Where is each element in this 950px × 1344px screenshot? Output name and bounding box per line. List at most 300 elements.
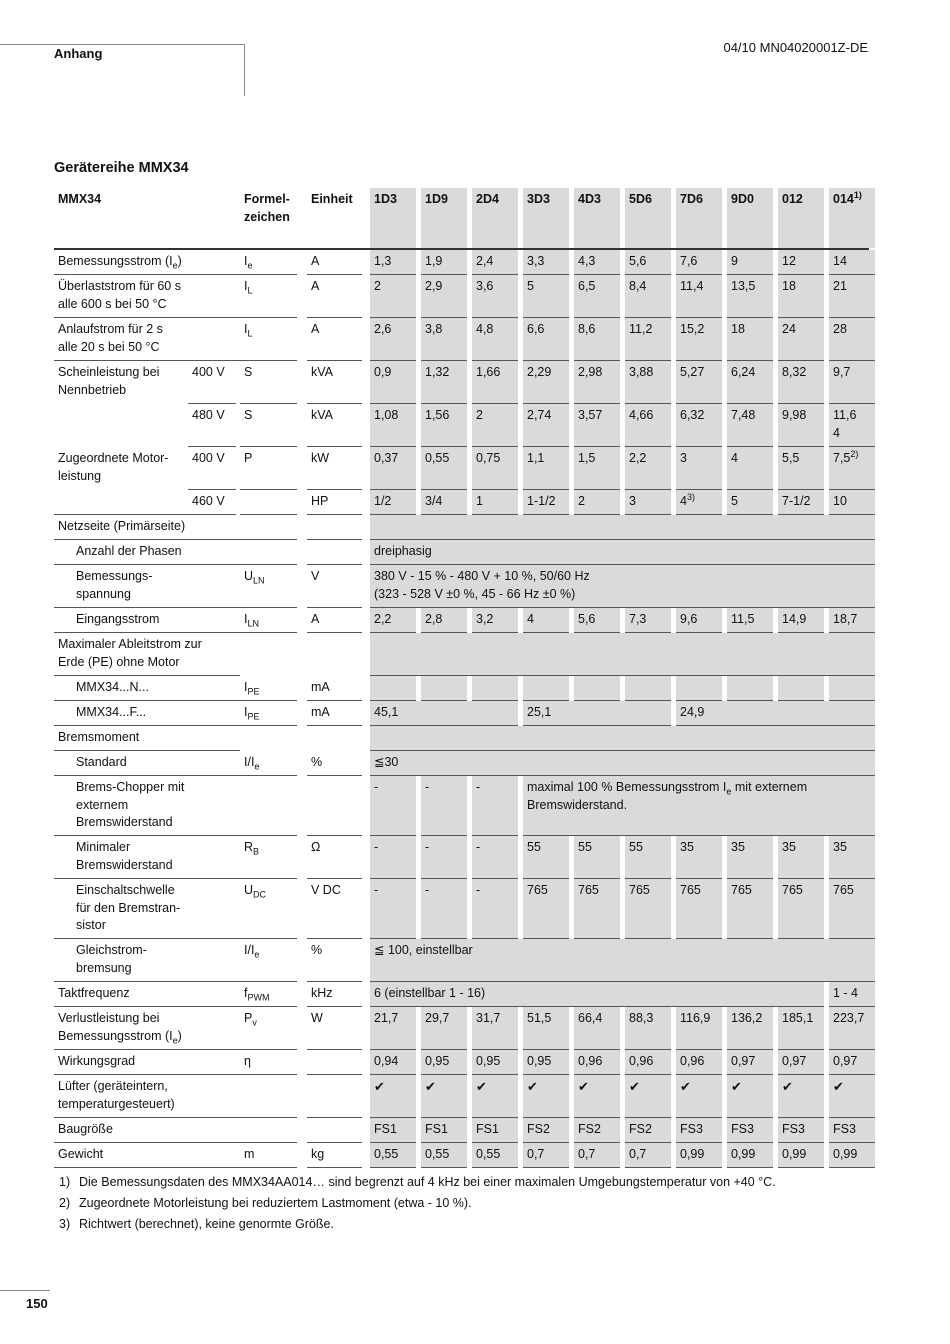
value-3D3 bbox=[523, 404, 569, 447]
value-5D6 bbox=[625, 836, 671, 879]
unit: kVA bbox=[307, 404, 362, 447]
value-text: 12 bbox=[782, 254, 796, 268]
value-1D9 bbox=[421, 361, 467, 404]
value-7D6 bbox=[676, 676, 722, 701]
value-text: 136,2 bbox=[731, 1011, 763, 1025]
value-9D0 bbox=[727, 1118, 773, 1143]
unit: kVA bbox=[307, 361, 362, 404]
value-text: 8,6 bbox=[578, 322, 596, 336]
value-text: 88,3 bbox=[629, 1011, 654, 1025]
symbol bbox=[240, 1075, 297, 1118]
chopper-text-end: mit externem Bremswiderstand. bbox=[527, 780, 808, 812]
value-4D3 bbox=[574, 447, 620, 490]
column-header-model-7D6 bbox=[676, 188, 722, 248]
value-2D4 bbox=[472, 1050, 518, 1075]
footnotes bbox=[59, 1172, 776, 1235]
unit: V bbox=[307, 565, 362, 608]
value-1D3 bbox=[370, 676, 416, 701]
unit bbox=[307, 540, 362, 565]
voltage-label: 480 V bbox=[188, 404, 236, 447]
symbol bbox=[240, 1118, 297, 1143]
value-text: 7-1/2 bbox=[782, 494, 811, 508]
footnote-2: 2) Zugeordnete Motorleistung bei reduziertem Lastmoment (etwa - 10 %). bbox=[59, 1196, 472, 1210]
row-label bbox=[54, 939, 240, 982]
value-012 bbox=[778, 676, 824, 701]
value-1D3 bbox=[370, 1050, 416, 1075]
value-014 bbox=[829, 250, 875, 275]
symbol bbox=[240, 939, 297, 982]
value-1D9 bbox=[421, 490, 467, 515]
row-label-text-end: ) bbox=[177, 1028, 182, 1043]
unit: A bbox=[307, 250, 362, 275]
value-014 bbox=[829, 275, 875, 318]
value-text: 2,9 bbox=[425, 279, 443, 293]
value-text: 14,9 bbox=[782, 612, 807, 626]
value-text: 7,5 bbox=[833, 451, 851, 465]
symbol bbox=[240, 1050, 297, 1075]
symbol bbox=[240, 490, 297, 515]
model-name: 012 bbox=[782, 192, 803, 206]
symbol-text: P bbox=[244, 1011, 253, 1025]
value-text: 185,1 bbox=[782, 1011, 814, 1025]
unit: Ω bbox=[307, 836, 362, 879]
value-4D3 bbox=[574, 250, 620, 275]
value-9D0 bbox=[727, 447, 773, 490]
value-text: 51,5 bbox=[527, 1011, 552, 1025]
row-label-subscript: e bbox=[172, 260, 178, 271]
value-3D3 bbox=[523, 879, 569, 939]
value-text: ✔ bbox=[476, 1079, 487, 1094]
value-text: 0,95 bbox=[527, 1054, 552, 1068]
value-text: FS1 bbox=[374, 1122, 397, 1136]
row-luefter bbox=[54, 1075, 869, 1118]
value-5D6 bbox=[625, 250, 671, 275]
row-ueberlaststrom bbox=[54, 275, 869, 318]
row-label bbox=[54, 540, 240, 565]
value-text: 1,5 bbox=[578, 451, 596, 465]
unit bbox=[307, 726, 362, 751]
value-9D0 bbox=[727, 490, 773, 515]
symbol-text: P bbox=[244, 451, 253, 465]
value-012 bbox=[778, 1118, 824, 1143]
value-text: 0,96 bbox=[629, 1054, 654, 1068]
row-netzseite bbox=[54, 515, 869, 540]
value-text: 11,2 bbox=[629, 322, 653, 336]
value-7D6 bbox=[676, 836, 722, 879]
value-7D6 bbox=[676, 447, 722, 490]
value-text: 9 bbox=[731, 254, 738, 268]
row-taktfrequenz bbox=[54, 982, 869, 1007]
row-gleichstrombremsung bbox=[54, 939, 869, 982]
value-7D6 bbox=[676, 318, 722, 361]
unit bbox=[307, 633, 362, 676]
value-text: 2 bbox=[374, 279, 381, 293]
value-text: 4 bbox=[527, 612, 534, 626]
value-012 bbox=[778, 250, 824, 275]
value-9D0 bbox=[727, 676, 773, 701]
symbol-text: η bbox=[244, 1054, 251, 1068]
value-3D3 bbox=[523, 1050, 569, 1075]
row-label bbox=[54, 318, 240, 361]
value-2D4 bbox=[472, 275, 518, 318]
value-9D0 bbox=[727, 1007, 773, 1050]
column-header-model-4D3 bbox=[574, 188, 620, 248]
symbol-subscript: v bbox=[252, 1017, 257, 1028]
value-9D0 bbox=[727, 361, 773, 404]
value-text: 3,57 bbox=[578, 408, 603, 422]
value-5D6 bbox=[625, 1075, 671, 1118]
value-text: 4,3 bbox=[578, 254, 596, 268]
value-014 bbox=[829, 361, 875, 404]
symbol-subscript: e bbox=[254, 949, 260, 960]
footnote-3: 3) Richtwert (berechnet), keine genormte Größe. bbox=[59, 1217, 334, 1231]
value-text: 10 bbox=[833, 494, 847, 508]
row-label-text: Wirkungsgrad bbox=[58, 1054, 136, 1068]
row-label-text: Überlaststrom für 60 s alle 600 s bei 50 °C bbox=[58, 279, 181, 311]
unit: A bbox=[307, 608, 362, 633]
value-text: 9,98 bbox=[782, 408, 807, 422]
symbol-text: I bbox=[244, 279, 248, 293]
value-1D3 bbox=[370, 250, 416, 275]
voltage-label: 400 V bbox=[188, 361, 236, 404]
row-label-text: Gleichstrom- bremsung bbox=[76, 943, 147, 975]
value-1D3 bbox=[370, 404, 416, 447]
row-label-text: Baugröße bbox=[58, 1122, 113, 1136]
value-text: 2,74 bbox=[527, 408, 552, 422]
value-012 bbox=[778, 1050, 824, 1075]
value-5D6 bbox=[625, 1118, 671, 1143]
footnote-1: 1) Die Bemessungsdaten des MMX34AA014… sind begrenzt auf 4 kHz bei einer maximalen Umgebungstemperatur von +40 °C. bbox=[59, 1175, 776, 1189]
row-label-text: Zugeordnete Motor- leistung bbox=[58, 451, 169, 483]
value-2D4 bbox=[472, 676, 518, 701]
value-text: 0,37 bbox=[374, 451, 399, 465]
value-text: 5 bbox=[731, 494, 738, 508]
symbol-text: f bbox=[244, 986, 248, 1000]
value-3D3 bbox=[523, 836, 569, 879]
value-text: 1,32 bbox=[425, 365, 450, 379]
value-2D4 bbox=[472, 318, 518, 361]
value-9D0 bbox=[727, 1075, 773, 1118]
merged-value-2: 25,1 bbox=[523, 701, 671, 726]
row-label bbox=[54, 1143, 240, 1168]
value-text: FS3 bbox=[680, 1122, 703, 1136]
value-text: 2,2 bbox=[374, 612, 392, 626]
value-text: 11,4 bbox=[680, 279, 704, 293]
value-012 bbox=[778, 1143, 824, 1168]
value-3D3 bbox=[523, 1143, 569, 1168]
symbol-subscript: PWM bbox=[247, 992, 270, 1003]
section-label: Anhang bbox=[54, 46, 103, 61]
value-text: 18,7 bbox=[833, 612, 858, 626]
row-label-empty bbox=[54, 490, 188, 515]
value-4D3 bbox=[574, 318, 620, 361]
value-text: 0,95 bbox=[425, 1054, 450, 1068]
value-012 bbox=[778, 404, 824, 447]
value-text: 3,3 bbox=[527, 254, 545, 268]
merged-value: 380 V - 15 % - 480 V + 10 %, 50/60 Hz (323 - 528 V ±0 %, 45 - 66 Hz ±0 %) bbox=[370, 565, 875, 608]
row-eingangsstrom bbox=[54, 608, 869, 633]
symbol-subscript: LN bbox=[253, 575, 265, 586]
row-label-text: MMX34...N... bbox=[76, 680, 149, 694]
unit: % bbox=[307, 939, 362, 982]
value-1D9 bbox=[421, 676, 467, 701]
column-header-name: MMX34 bbox=[58, 192, 102, 206]
value-2D4 bbox=[472, 1007, 518, 1050]
value-text: 14 bbox=[833, 254, 847, 268]
value-text: 0,99 bbox=[731, 1147, 756, 1161]
value-4D3 bbox=[574, 1143, 620, 1168]
symbol-subscript: DC bbox=[253, 889, 267, 900]
value-012 bbox=[778, 361, 824, 404]
row-label bbox=[54, 836, 240, 879]
value-5D6 bbox=[625, 318, 671, 361]
row-label bbox=[54, 676, 240, 701]
merged-chopper-text bbox=[523, 776, 875, 836]
row-scheinleistung-400 bbox=[54, 361, 869, 404]
value-text: 1,1 bbox=[527, 451, 545, 465]
column-header-model-1D3 bbox=[370, 188, 416, 248]
value-text: - bbox=[476, 840, 481, 854]
value-text: 3,8 bbox=[425, 322, 443, 336]
value-1D3 bbox=[370, 318, 416, 361]
value-text: 18 bbox=[731, 322, 745, 336]
model-name: 014 bbox=[833, 192, 854, 206]
model-name: 7D6 bbox=[680, 192, 703, 206]
column-header-model-014 bbox=[829, 188, 875, 248]
row-label bbox=[54, 361, 188, 404]
value-7D6 bbox=[676, 275, 722, 318]
voltage-label: 400 V bbox=[188, 447, 236, 490]
value-1D3 bbox=[370, 776, 416, 836]
value-3D3 bbox=[523, 447, 569, 490]
merged-empty bbox=[370, 515, 875, 540]
value-012 bbox=[778, 490, 824, 515]
value-text: 765 bbox=[782, 883, 803, 897]
symbol-text: I bbox=[244, 322, 248, 336]
value-text: 4 bbox=[680, 494, 687, 508]
value-text: 765 bbox=[578, 883, 599, 897]
value-1D3 bbox=[370, 1118, 416, 1143]
value-014 bbox=[829, 836, 875, 879]
value-text: 3,6 bbox=[476, 279, 494, 293]
merged-takt: 6 (einstellbar 1 - 16) bbox=[370, 982, 824, 1007]
value-014 bbox=[829, 608, 875, 633]
value-text: 0,99 bbox=[680, 1147, 705, 1161]
value-text: 2 bbox=[578, 494, 585, 508]
column-header-model-5D6 bbox=[625, 188, 671, 248]
row-bremsmoment bbox=[54, 726, 869, 751]
value-text: FS3 bbox=[731, 1122, 754, 1136]
symbol-subscript: e bbox=[247, 260, 253, 271]
value-3D3 bbox=[523, 275, 569, 318]
value-text: 35 bbox=[833, 840, 847, 854]
value-1D9 bbox=[421, 776, 467, 836]
value-text: ✔ bbox=[833, 1079, 844, 1094]
value-5D6 bbox=[625, 1007, 671, 1050]
model-name: 1D3 bbox=[374, 192, 397, 206]
value-text: 55 bbox=[527, 840, 541, 854]
symbol bbox=[240, 540, 297, 565]
value-012 bbox=[778, 608, 824, 633]
row-label-text: Gewicht bbox=[58, 1147, 104, 1161]
value-text: 55 bbox=[578, 840, 592, 854]
value-text: - bbox=[476, 883, 481, 897]
value-1D3 bbox=[370, 608, 416, 633]
header-rule bbox=[0, 44, 244, 45]
header-divider bbox=[244, 44, 245, 96]
merged-empty bbox=[370, 726, 875, 751]
value-text: 4,8 bbox=[476, 322, 494, 336]
value-9D0 bbox=[727, 1050, 773, 1075]
symbol-text: m bbox=[244, 1147, 255, 1161]
value-4D3 bbox=[574, 676, 620, 701]
row-label-text: Eingangsstrom bbox=[76, 612, 160, 626]
value-4D3 bbox=[574, 608, 620, 633]
row-label-text: MMX34...F... bbox=[76, 705, 147, 719]
value-text: 35 bbox=[782, 840, 796, 854]
symbol-text: U bbox=[244, 569, 254, 583]
value-text: 35 bbox=[680, 840, 694, 854]
value-1D3 bbox=[370, 275, 416, 318]
row-label-text: Anlaufstrom für 2 s alle 20 s bei 50 °C bbox=[58, 322, 163, 354]
value-7D6 bbox=[676, 250, 722, 275]
symbol-subscript: L bbox=[247, 285, 253, 296]
column-header-model-1D9 bbox=[421, 188, 467, 248]
value-1D9 bbox=[421, 879, 467, 939]
value-text: 6,6 bbox=[527, 322, 545, 336]
value-3D3 bbox=[523, 490, 569, 515]
value-text: 1,08 bbox=[374, 408, 399, 422]
value-text: 31,7 bbox=[476, 1011, 501, 1025]
value-7D6 bbox=[676, 1075, 722, 1118]
value-text: 0,94 bbox=[374, 1054, 399, 1068]
value-012 bbox=[778, 1075, 824, 1118]
value-text: 7,6 bbox=[680, 254, 698, 268]
value-text: 8,32 bbox=[782, 365, 807, 379]
value-014 bbox=[829, 490, 875, 515]
value-5D6 bbox=[625, 1050, 671, 1075]
value-text: 0,7 bbox=[578, 1147, 596, 1161]
row-label-text: Bremsmoment bbox=[58, 730, 140, 744]
value-7D6 bbox=[676, 1143, 722, 1168]
value-text: ✔ bbox=[629, 1079, 640, 1094]
merged-empty bbox=[370, 633, 875, 676]
value-text: 0,97 bbox=[833, 1054, 858, 1068]
model-name: 5D6 bbox=[629, 192, 652, 206]
row-label-empty bbox=[54, 404, 188, 447]
symbol bbox=[240, 1007, 297, 1050]
value-012 bbox=[778, 275, 824, 318]
value-text: 0,55 bbox=[425, 1147, 450, 1161]
value-text: 2,2 bbox=[629, 451, 647, 465]
value-7D6 bbox=[676, 1118, 722, 1143]
symbol bbox=[240, 515, 297, 540]
row-scheinleistung-480 bbox=[54, 404, 869, 447]
row-label bbox=[54, 751, 240, 776]
row-label-text: Bemessungsstrom (I bbox=[58, 254, 173, 268]
value-3D3 bbox=[523, 250, 569, 275]
unit: kg bbox=[307, 1143, 362, 1168]
value-text: 6,24 bbox=[731, 365, 756, 379]
row-label bbox=[54, 1118, 240, 1143]
symbol-text: I bbox=[244, 254, 248, 268]
value-text: 28 bbox=[833, 322, 847, 336]
value-text: 6,32 bbox=[680, 408, 705, 422]
value-text: 0,55 bbox=[425, 451, 450, 465]
symbol-text: S bbox=[244, 365, 253, 379]
value-text: 1,9 bbox=[425, 254, 443, 268]
value-text: - bbox=[374, 780, 379, 794]
value-text: 0,7 bbox=[629, 1147, 647, 1161]
value-text: 0,97 bbox=[731, 1054, 756, 1068]
row-label bbox=[54, 982, 240, 1007]
value-4D3 bbox=[574, 879, 620, 939]
value-5D6 bbox=[625, 490, 671, 515]
value-014 bbox=[829, 676, 875, 701]
unit bbox=[307, 776, 362, 836]
row-label-text: Standard bbox=[76, 755, 127, 769]
footnote-marker: 2) bbox=[850, 448, 859, 459]
value-012 bbox=[778, 1007, 824, 1050]
value-012 bbox=[778, 836, 824, 879]
row-bemessungsstrom bbox=[54, 250, 869, 275]
symbol-text: S bbox=[244, 408, 253, 422]
row-label-text: Netzseite (Primärseite) bbox=[58, 519, 186, 533]
symbol-subscript: PE bbox=[247, 686, 260, 697]
value-9D0 bbox=[727, 318, 773, 361]
value-text: 3,2 bbox=[476, 612, 494, 626]
value-4D3 bbox=[574, 275, 620, 318]
symbol-text: I bbox=[244, 612, 248, 626]
symbol bbox=[240, 404, 297, 447]
value-9D0 bbox=[727, 404, 773, 447]
symbol-text: I bbox=[244, 705, 248, 719]
row-label bbox=[54, 879, 240, 939]
value-3D3 bbox=[523, 361, 569, 404]
document-reference: 04/10 MN04020001Z-DE bbox=[723, 40, 868, 55]
unit: kW bbox=[307, 447, 362, 490]
value-2D4 bbox=[472, 1143, 518, 1168]
value-1D3 bbox=[370, 836, 416, 879]
row-label-text: Maximaler Ableitstrom zur Erde (PE) ohne Motor bbox=[58, 637, 202, 669]
symbol bbox=[240, 982, 297, 1007]
value-5D6 bbox=[625, 275, 671, 318]
value-text: 9,6 bbox=[680, 612, 698, 626]
unit: A bbox=[307, 275, 362, 318]
row-label bbox=[54, 633, 240, 676]
value-text: 0,75 bbox=[476, 451, 501, 465]
row-label-text: Anzahl der Phasen bbox=[76, 544, 182, 558]
symbol-subscript: B bbox=[253, 846, 260, 857]
value-text: 1,66 bbox=[476, 365, 501, 379]
value-text: 3 bbox=[680, 451, 687, 465]
value-text: ✔ bbox=[731, 1079, 742, 1094]
value-text: 2,6 bbox=[374, 322, 392, 336]
value-012 bbox=[778, 879, 824, 939]
row-label bbox=[54, 515, 240, 540]
value-3D3 bbox=[523, 1007, 569, 1050]
value-2D4 bbox=[472, 879, 518, 939]
value-text: 4,66 bbox=[629, 408, 654, 422]
value-4D3 bbox=[574, 404, 620, 447]
value-4D3 bbox=[574, 1075, 620, 1118]
column-header-model-2D4 bbox=[472, 188, 518, 248]
value-014 bbox=[829, 404, 875, 447]
value-text: 5,6 bbox=[578, 612, 596, 626]
value-9D0 bbox=[727, 608, 773, 633]
value-text: 6,5 bbox=[578, 279, 596, 293]
symbol-text: I bbox=[244, 680, 248, 694]
